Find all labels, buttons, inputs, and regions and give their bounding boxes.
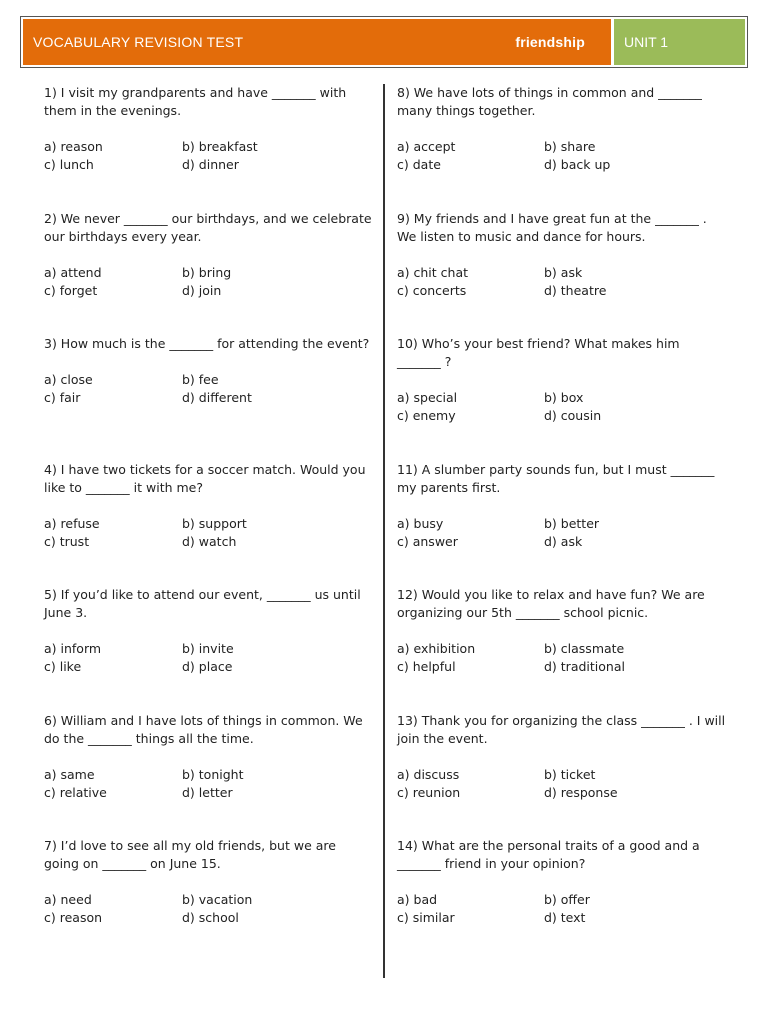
question-stem: 12) Would you like to relax and have fun? We are organizing our 5th _______ school picnic. — [397, 587, 705, 620]
option-d: d) school — [182, 910, 239, 925]
option-c: c) similar — [397, 910, 455, 925]
option-b: b) better — [544, 515, 600, 531]
option-b: b) classmate — [544, 641, 625, 656]
header-title-bar — [23, 19, 611, 65]
option-b: b) offer — [544, 892, 590, 907]
option-d: d) dinner — [182, 157, 239, 172]
answer-options — [44, 138, 372, 174]
option-c: c) lunch — [44, 157, 94, 172]
option-c: c) helpful — [397, 659, 456, 674]
option-b: b) ticket — [544, 766, 596, 782]
column-divider — [383, 84, 385, 978]
option-c: c) reason — [44, 910, 103, 925]
option-b: b) vacation — [182, 892, 253, 907]
answer-options — [44, 640, 372, 676]
option-d: d) cousin — [544, 408, 602, 423]
option-a: a) reason — [44, 139, 103, 154]
option-c: c) date — [397, 157, 441, 172]
question-stem: 7) I’d love to see all my old friends, but we are going on _______ on June 15. — [44, 838, 336, 871]
option-b: b) ask — [544, 264, 583, 280]
question-stem: 4) I have two tickets for a soccer match. Would you like to _______ it with me? — [44, 461, 366, 495]
option-d: d) ask — [544, 533, 583, 549]
option-d: d) letter — [182, 784, 233, 800]
option-b: b) invite — [182, 641, 234, 656]
answer-options — [44, 891, 372, 927]
question-item — [397, 712, 727, 838]
option-a: a) discuss — [397, 766, 460, 782]
question-item — [397, 837, 727, 963]
question-stem: 1) I visit my grandparents and have _______ with them in the evenings. — [44, 85, 347, 118]
test-title: VOCABULARY REVISION TEST — [33, 34, 244, 50]
question-item — [44, 335, 372, 461]
option-a: a) exhibition — [397, 641, 476, 656]
question-item — [397, 84, 727, 210]
left-question-column — [44, 84, 372, 963]
question-stem: 6) William and I have lots of things in common. We do the _______ things all the time. — [44, 712, 363, 746]
option-d: d) watch — [182, 533, 237, 549]
answer-options — [44, 515, 372, 551]
question-item — [44, 461, 372, 587]
question-stem: 13) Thank you for organizing the class _______ . I will join the event. — [397, 712, 726, 746]
option-a: a) attend — [44, 264, 102, 280]
option-a: a) need — [44, 892, 92, 907]
option-a: a) close — [44, 372, 93, 387]
option-d: d) place — [182, 659, 233, 674]
option-c: c) answer — [397, 533, 458, 549]
question-item — [44, 210, 372, 336]
answer-options — [44, 371, 372, 407]
option-c: c) concerts — [397, 282, 467, 298]
option-d: d) back up — [544, 157, 611, 172]
option-d: d) traditional — [544, 659, 625, 674]
answer-options — [397, 640, 727, 676]
question-stem: 3) How much is the _______ for attending the event? — [44, 336, 370, 351]
option-a: a) accept — [397, 139, 456, 154]
question-item — [397, 335, 727, 461]
question-item — [397, 461, 727, 587]
option-d: d) text — [544, 910, 586, 925]
question-stem: 11) A slumber party sounds fun, but I must _______ my parents first. — [397, 461, 715, 495]
question-stem: 8) We have lots of things in common and _______ many things together. — [397, 85, 702, 118]
option-b: b) share — [544, 139, 596, 154]
question-item — [44, 712, 372, 838]
question-item — [44, 586, 372, 712]
option-a: a) busy — [397, 515, 444, 531]
option-b: b) box — [544, 390, 584, 405]
option-a: a) refuse — [44, 515, 100, 531]
header-banner — [20, 16, 748, 68]
answer-options — [397, 264, 727, 300]
option-b: b) breakfast — [182, 139, 258, 154]
topic-label: friendship — [515, 34, 585, 50]
question-stem: 2) We never _______ our birthdays, and we celebrate our birthdays every year. — [44, 210, 372, 244]
question-item — [397, 210, 727, 336]
option-c: c) like — [44, 659, 82, 674]
option-b: b) tonight — [182, 766, 244, 782]
answer-options — [397, 138, 727, 174]
question-stem: 5) If you’d like to attend our event, _______ us until June 3. — [44, 587, 361, 620]
question-item — [397, 586, 727, 712]
question-stem: 10) Who’s your best friend? What makes him _______ ? — [397, 336, 680, 369]
option-c: c) reunion — [397, 784, 461, 800]
unit-label: UNIT 1 — [624, 34, 669, 50]
option-b: b) support — [182, 515, 247, 531]
option-c: c) enemy — [397, 408, 456, 423]
option-a: a) special — [397, 390, 458, 405]
option-c: c) relative — [44, 784, 107, 800]
question-stem: 14) What are the personal traits of a good and a _______ friend in your opinion? — [397, 838, 700, 871]
option-a: a) same — [44, 766, 95, 782]
option-d: d) different — [182, 390, 252, 405]
answer-options — [397, 515, 727, 551]
option-a: a) bad — [397, 892, 438, 907]
answer-options — [44, 766, 372, 802]
option-d: d) response — [544, 784, 618, 800]
question-stem: 9) My friends and I have great fun at the _______ . We listen to music and dance for hours. — [397, 210, 707, 244]
question-item — [44, 837, 372, 963]
right-question-column — [397, 84, 727, 963]
option-a: a) chit chat — [397, 264, 469, 280]
option-c: c) fair — [44, 390, 81, 405]
option-b: b) bring — [182, 264, 232, 280]
answer-options — [44, 264, 372, 300]
option-d: d) join — [182, 282, 222, 298]
option-c: c) forget — [44, 282, 98, 298]
answer-options — [397, 389, 727, 425]
answer-options — [397, 766, 727, 802]
option-c: c) trust — [44, 533, 90, 549]
option-b: b) fee — [182, 372, 219, 387]
unit-box — [614, 19, 745, 65]
option-d: d) theatre — [544, 282, 607, 298]
answer-options — [397, 891, 727, 927]
question-item — [44, 84, 372, 210]
option-a: a) inform — [44, 641, 102, 656]
